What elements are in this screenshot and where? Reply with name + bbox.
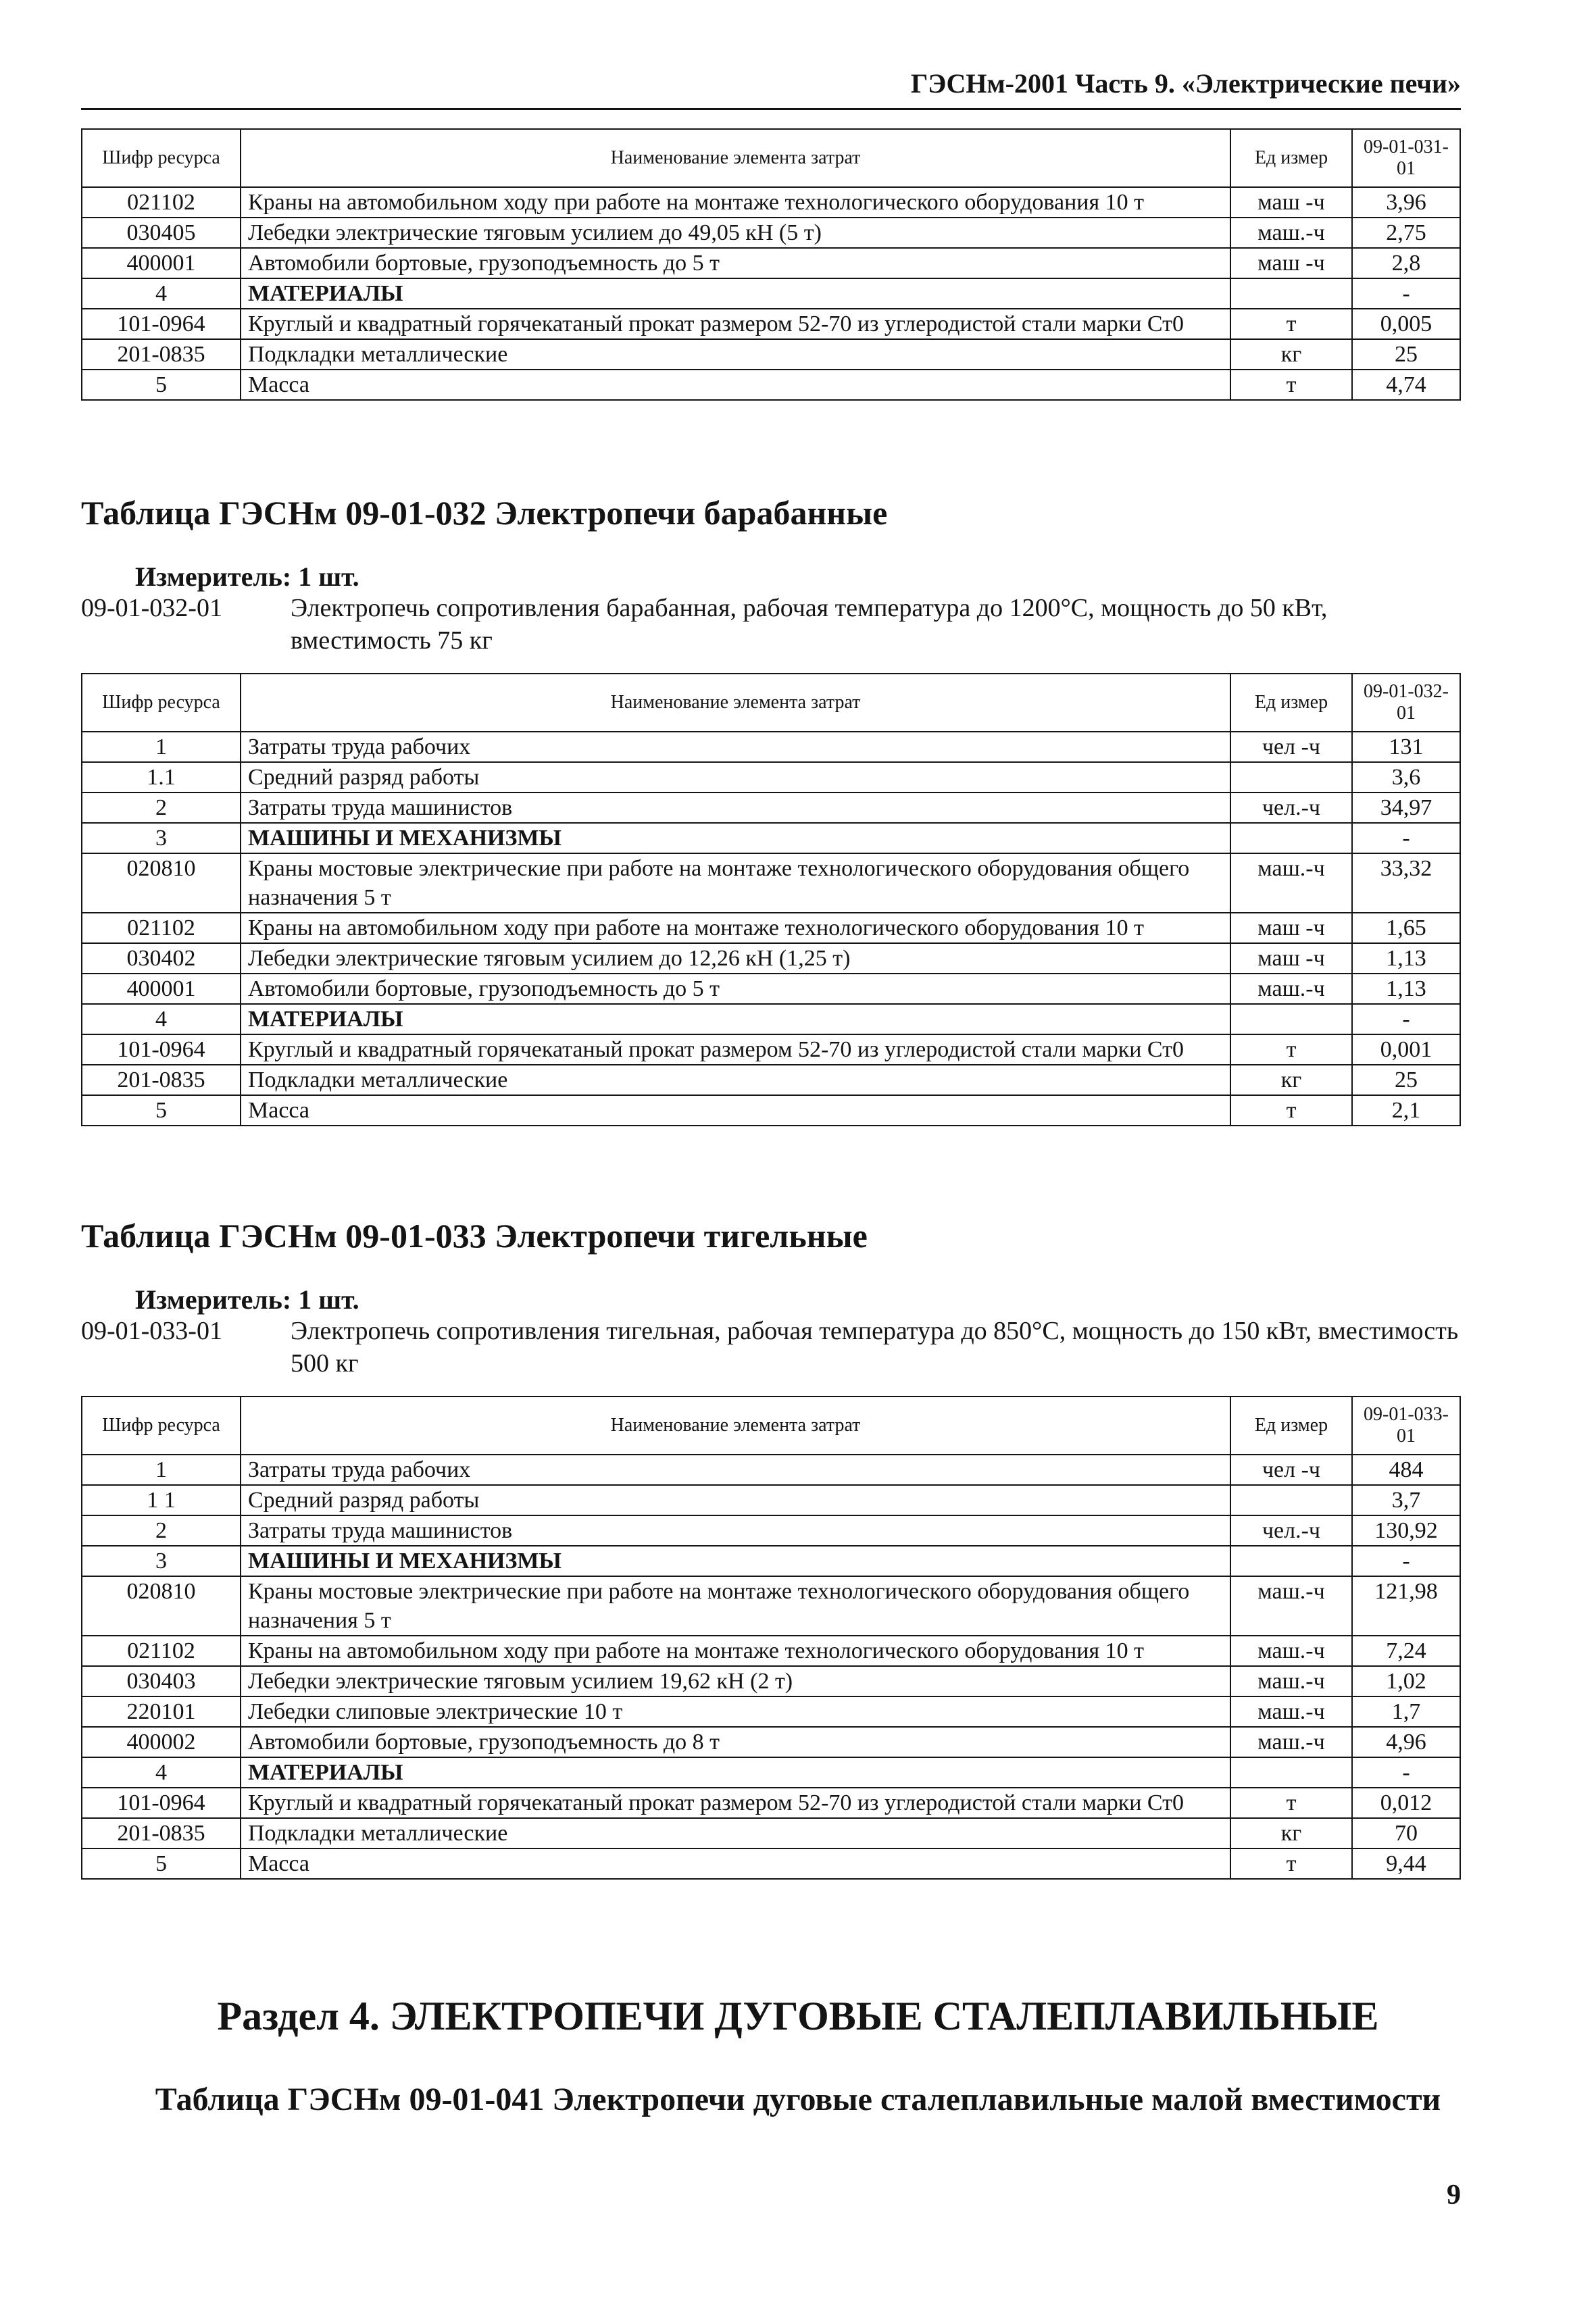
item-description: Электропечь сопротивления тигельная, рабочая температура до 850°С, мощность до 150 кВт, вместимость 500 кг (291, 1317, 1459, 1378)
cell-unit (1230, 823, 1352, 853)
cell-code: 030405 (82, 218, 241, 248)
table-row (82, 823, 1460, 853)
table-row (82, 187, 1460, 218)
cell-value: - (1352, 823, 1460, 853)
cell-code: 021102 (82, 187, 241, 218)
cell-value: 1,65 (1352, 913, 1460, 943)
table-row (82, 1485, 1460, 1515)
cell-name: Круглый и квадратный горячекатаный прокат размером 52-70 из углеродистой стали марки Ст0 (241, 1034, 1230, 1065)
table-row (82, 1034, 1460, 1065)
cell-unit: т (1230, 309, 1352, 339)
cell-name: Средний разряд работы (241, 1485, 1230, 1515)
cell-name: Круглый и квадратный горячекатаный прокат размером 52-70 из углеродистой стали марки Ст0 (241, 309, 1230, 339)
cell-unit: маш -ч (1230, 248, 1352, 278)
cell-name: МАТЕРИАЛЫ (241, 1757, 1230, 1788)
cell-unit: маш.-ч (1230, 853, 1352, 913)
table-041-title: Таблица ГЭСНм 09-01-041 Электропечи дуговые сталеплавильные малой вместимости (155, 2082, 1441, 2117)
cell-value: 25 (1352, 1065, 1460, 1095)
cell-code: 020810 (82, 853, 241, 913)
cell-name: МАШИНЫ И МЕХАНИЗМЫ (241, 1546, 1230, 1576)
cell-name: Затраты труда машинистов (241, 1515, 1230, 1546)
cell-name: Автомобили бортовые, грузоподъемность до 5 т (241, 974, 1230, 1004)
cell-name: Краны на автомобильном ходу при работе на монтаже технологического оборудования 10 т (241, 187, 1230, 218)
cell-name: Подкладки металлические (241, 1818, 1230, 1848)
cell-value: 33,32 (1352, 853, 1460, 913)
cell-unit: маш -ч (1230, 913, 1352, 943)
cell-unit: т (1230, 1848, 1352, 1879)
cell-unit (1230, 1546, 1352, 1576)
cell-code: 220101 (82, 1696, 241, 1727)
cell-name: Лебедки электрические тяговым усилием 19,62 кН (2 т) (241, 1666, 1230, 1696)
cell-value: 4,96 (1352, 1727, 1460, 1757)
cell-unit: т (1230, 1034, 1352, 1065)
cell-value: - (1352, 1757, 1460, 1788)
cell-unit: маш.-ч (1230, 974, 1352, 1004)
cell-name: МАТЕРИАЛЫ (241, 278, 1230, 309)
cell-name: Лебедки слиповые электрические 10 т (241, 1696, 1230, 1727)
cell-code: 4 (82, 278, 241, 309)
table-row (82, 1004, 1460, 1034)
cell-unit: кг (1230, 339, 1352, 370)
cell-value: 2,75 (1352, 218, 1460, 248)
cell-unit: маш.-ч (1230, 218, 1352, 248)
cell-code: 201-0835 (82, 339, 241, 370)
cell-unit: маш -ч (1230, 187, 1352, 218)
table-row (82, 309, 1460, 339)
cell-name: Затраты труда рабочих (241, 1455, 1230, 1485)
table-row (82, 913, 1460, 943)
cell-code: 4 (82, 1004, 241, 1034)
table-row (82, 248, 1460, 278)
cell-code: 101-0964 (82, 1788, 241, 1818)
cell-name: Подкладки металлические (241, 339, 1230, 370)
col-header-code: Шифр ресурса (82, 1397, 241, 1455)
col-header-code: Шифр ресурса (82, 129, 241, 187)
cell-value: 3,7 (1352, 1485, 1460, 1515)
table-033-meter: Измеритель: 1 шт. (135, 1284, 359, 1315)
table-row (82, 1818, 1460, 1848)
cell-unit (1230, 1004, 1352, 1034)
table-row (82, 1788, 1460, 1818)
cell-code: 400001 (82, 248, 241, 278)
table-032-item (81, 592, 1461, 657)
cell-name: Краны мостовые электрические при работе на монтаже технологического оборудования общего назначения 5 т (241, 853, 1230, 913)
cell-name: Автомобили бортовые, грузоподъемность до 8 т (241, 1727, 1230, 1757)
cell-code: 3 (82, 823, 241, 853)
cell-code: 2 (82, 793, 241, 823)
cell-value: - (1352, 1546, 1460, 1576)
cell-value: 25 (1352, 339, 1460, 370)
cell-unit: маш.-ч (1230, 1636, 1352, 1666)
cell-code: 5 (82, 1095, 241, 1126)
col-header-value: 09-01-033-01 (1352, 1397, 1460, 1455)
table-row (82, 1515, 1460, 1546)
col-header-code: Шифр ресурса (82, 674, 241, 732)
cell-unit: кг (1230, 1818, 1352, 1848)
table-row (82, 1696, 1460, 1727)
table-row (82, 762, 1460, 793)
table-row (82, 1848, 1460, 1879)
table-032-title: Таблица ГЭСНм 09-01-032 Электропечи барабанные (81, 494, 888, 532)
header-divider (81, 108, 1461, 110)
page-header-title: ГЭСНм-2001 Часть 9. «Электрические печи» (910, 68, 1461, 99)
cell-value: 0,005 (1352, 309, 1460, 339)
cell-unit: маш.-ч (1230, 1666, 1352, 1696)
col-header-unit: Ед измер (1230, 674, 1352, 732)
page-number: 9 (1447, 2180, 1461, 2211)
cell-name: МАТЕРИАЛЫ (241, 1004, 1230, 1034)
item-code: 09-01-033-01 (81, 1317, 222, 1345)
cell-name: Масса (241, 1848, 1230, 1879)
cell-name: Масса (241, 370, 1230, 400)
table-row (82, 1576, 1460, 1636)
cell-name: Затраты труда рабочих (241, 732, 1230, 762)
cell-value: 1,13 (1352, 974, 1460, 1004)
table-header-row (82, 129, 1460, 187)
cell-name: Затраты труда машинистов (241, 793, 1230, 823)
cell-unit (1230, 278, 1352, 309)
cell-unit: маш.-ч (1230, 1576, 1352, 1636)
table-033 (81, 1396, 1461, 1880)
cell-unit (1230, 1757, 1352, 1788)
col-header-unit: Ед измер (1230, 1397, 1352, 1455)
cell-code: 2 (82, 1515, 241, 1546)
cell-code: 201-0835 (82, 1065, 241, 1095)
cell-value: 7,24 (1352, 1636, 1460, 1666)
resource-table-033 (81, 1396, 1461, 1880)
cell-code: 1 (82, 732, 241, 762)
table-row (82, 793, 1460, 823)
cell-value: 2,1 (1352, 1095, 1460, 1126)
cell-code: 101-0964 (82, 309, 241, 339)
cell-unit: чел -ч (1230, 1455, 1352, 1485)
cell-value: 0,012 (1352, 1788, 1460, 1818)
table-row (82, 1757, 1460, 1788)
table-row (82, 943, 1460, 974)
cell-value: 1,13 (1352, 943, 1460, 974)
table-header-row (82, 674, 1460, 732)
cell-code: 5 (82, 1848, 241, 1879)
cell-value: 131 (1352, 732, 1460, 762)
cell-code: 030403 (82, 1666, 241, 1696)
col-header-value: 09-01-032-01 (1352, 674, 1460, 732)
cell-unit: т (1230, 1095, 1352, 1126)
table-row (82, 218, 1460, 248)
table-033-title: Таблица ГЭСНм 09-01-033 Электропечи тигельные (81, 1217, 868, 1255)
table-row (82, 370, 1460, 400)
cell-name: Краны на автомобильном ходу при работе на монтаже технологического оборудования 10 т (241, 1636, 1230, 1666)
cell-name: МАШИНЫ И МЕХАНИЗМЫ (241, 823, 1230, 853)
table-row (82, 1546, 1460, 1576)
cell-value: 130,92 (1352, 1515, 1460, 1546)
cell-unit: т (1230, 1788, 1352, 1818)
cell-name: Средний разряд работы (241, 762, 1230, 793)
cell-value: 3,96 (1352, 187, 1460, 218)
cell-unit: т (1230, 370, 1352, 400)
cell-unit: чел -ч (1230, 732, 1352, 762)
item-description: Электропечь сопротивления барабанная, рабочая температура до 1200°С, мощность до 50 кВт, вместимость 75 кг (291, 594, 1328, 655)
cell-code: 101-0964 (82, 1034, 241, 1065)
table-row (82, 278, 1460, 309)
cell-unit: чел.-ч (1230, 1515, 1352, 1546)
table-row (82, 1666, 1460, 1696)
cell-value: - (1352, 1004, 1460, 1034)
cell-name: Краны на автомобильном ходу при работе на монтаже технологического оборудования 10 т (241, 913, 1230, 943)
cell-name: Подкладки металлические (241, 1065, 1230, 1095)
section-4-title: Раздел 4. ЭЛЕКТРОПЕЧИ ДУГОВЫЕ СТАЛЕПЛАВИЛЬНЫЕ (217, 1994, 1379, 2038)
cell-unit: кг (1230, 1065, 1352, 1095)
table-row (82, 1065, 1460, 1095)
table-row (82, 1636, 1460, 1666)
table-row (82, 1727, 1460, 1757)
col-header-unit: Ед измер (1230, 129, 1352, 187)
item-code: 09-01-032-01 (81, 594, 222, 622)
col-header-name: Наименование элемента затрат (241, 674, 1230, 732)
cell-value: 70 (1352, 1818, 1460, 1848)
cell-value: 4,74 (1352, 370, 1460, 400)
cell-name: Лебедки электрические тяговым усилием до 12,26 кН (1,25 т) (241, 943, 1230, 974)
cell-name: Лебедки электрические тяговым усилием до 49,05 кН (5 т) (241, 218, 1230, 248)
cell-unit: маш -ч (1230, 943, 1352, 974)
table-033-item (81, 1315, 1461, 1380)
resource-table-032 (81, 673, 1461, 1126)
cell-value: 1,7 (1352, 1696, 1460, 1727)
cell-value: - (1352, 278, 1460, 309)
cell-value: 0,001 (1352, 1034, 1460, 1065)
table-row (82, 974, 1460, 1004)
cell-value: 9,44 (1352, 1848, 1460, 1879)
table-031 (81, 128, 1461, 401)
table-row (82, 1095, 1460, 1126)
cell-value: 1,02 (1352, 1666, 1460, 1696)
cell-code: 1 1 (82, 1485, 241, 1515)
cell-code: 201-0835 (82, 1818, 241, 1848)
table-row (82, 339, 1460, 370)
col-header-name: Наименование элемента затрат (241, 1397, 1230, 1455)
cell-value: 34,97 (1352, 793, 1460, 823)
col-header-name: Наименование элемента затрат (241, 129, 1230, 187)
cell-name: Круглый и квадратный горячекатаный прокат размером 52-70 из углеродистой стали марки Ст0 (241, 1788, 1230, 1818)
table-row (82, 732, 1460, 762)
cell-value: 3,6 (1352, 762, 1460, 793)
cell-unit: маш.-ч (1230, 1727, 1352, 1757)
cell-code: 021102 (82, 913, 241, 943)
cell-name: Краны мостовые электрические при работе на монтаже технологического оборудования общего назначения 5 т (241, 1576, 1230, 1636)
table-row (82, 853, 1460, 913)
cell-code: 400001 (82, 974, 241, 1004)
resource-table-031 (81, 128, 1461, 401)
cell-code: 5 (82, 370, 241, 400)
cell-value: 484 (1352, 1455, 1460, 1485)
cell-code: 1 (82, 1455, 241, 1485)
cell-unit (1230, 1485, 1352, 1515)
cell-code: 3 (82, 1546, 241, 1576)
cell-code: 020810 (82, 1576, 241, 1636)
cell-code: 030402 (82, 943, 241, 974)
table-header-row (82, 1397, 1460, 1455)
cell-code: 400002 (82, 1727, 241, 1757)
table-032-meter: Измеритель: 1 шт. (135, 561, 359, 592)
cell-name: Масса (241, 1095, 1230, 1126)
cell-value: 2,8 (1352, 248, 1460, 278)
cell-name: Автомобили бортовые, грузоподъемность до 5 т (241, 248, 1230, 278)
cell-unit: чел.-ч (1230, 793, 1352, 823)
cell-code: 4 (82, 1757, 241, 1788)
cell-unit (1230, 762, 1352, 793)
cell-unit: маш.-ч (1230, 1696, 1352, 1727)
cell-value: 121,98 (1352, 1576, 1460, 1636)
cell-code: 021102 (82, 1636, 241, 1666)
table-032 (81, 673, 1461, 1126)
col-header-value: 09-01-031-01 (1352, 129, 1460, 187)
table-row (82, 1455, 1460, 1485)
cell-code: 1.1 (82, 762, 241, 793)
